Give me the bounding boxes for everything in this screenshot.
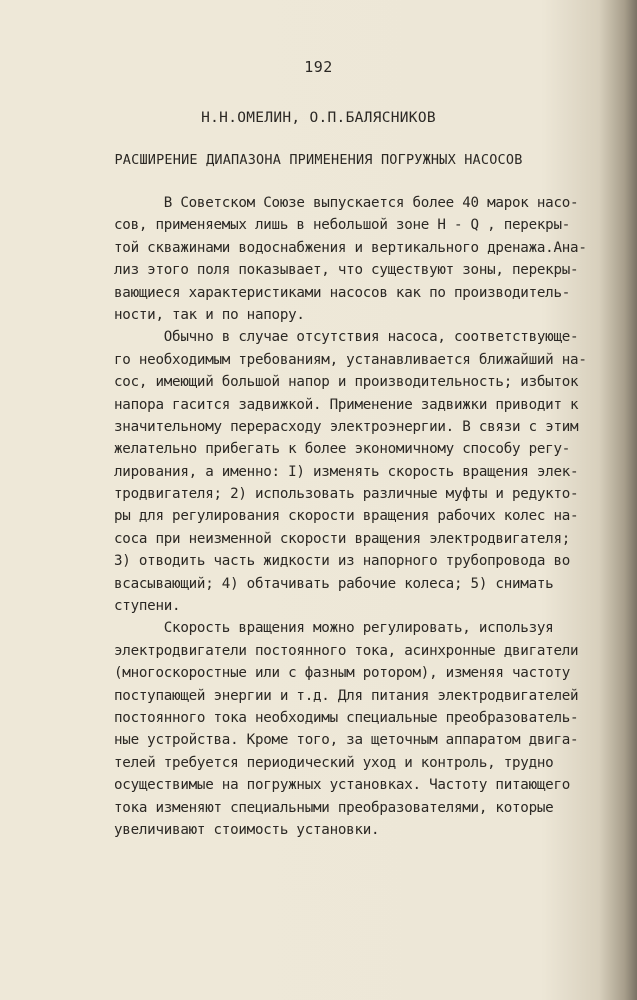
text-line: вающиеся характеристиками насосов как по производитель- [114, 284, 571, 301]
text-line: ности, так и по напору. [114, 306, 305, 323]
authors-line: Н.Н.ОМЕЛИН, О.П.БАЛЯСНИКОВ [201, 110, 436, 126]
text-line: той скважинами водоснабжения и вертикального дренажа.Ана- [114, 239, 587, 256]
text-line: тока изменяют специальными преобразователями, которые [114, 799, 554, 816]
text-line: электродвигатели постоянного тока, асинхронные двигатели [114, 642, 579, 659]
article-title: РАСШИРЕНИЕ ДИАПАЗОНА ПРИМЕНЕНИЯ ПОГРУЖНЫХ НАСОСОВ [114, 152, 523, 168]
text-line: (многоскоростные или с фазным ротором), изменяя частоту [114, 665, 571, 682]
text-line: лиз этого поля показывает, что существуют зоны, перекры- [114, 262, 579, 279]
text-line: ступени. [114, 598, 181, 615]
text-line: го необходимым требованиям, устанавливается ближайший на- [114, 351, 587, 368]
text-line: осуществимые на погружных установках. Частоту питающего [114, 777, 571, 794]
text-line: В Советском Союзе выпускается более 40 марок насо- [114, 195, 579, 211]
text-line: 3) отводить часть жидкости из напорного трубопровода во [114, 553, 571, 570]
text-line: Обычно в случае отсутствия насоса, соответствующе- [114, 329, 579, 346]
text-line: сов, применяемых лишь в небольшой зоне H - Q , перекры- [114, 217, 571, 234]
page-number: 192 [304, 58, 333, 76]
text-line: тродвигателя; 2) использовать различные муфты и редукто- [114, 486, 579, 503]
text-line: сос, имеющий большой напор и производительность; избыток [114, 374, 579, 391]
text-line: увеличивают стоимость установки. [114, 821, 380, 838]
text-line: телей требуется периодический уход и контроль, трудно [114, 754, 554, 771]
text-line: ры для регулирования скорости вращения рабочих колес на- [114, 508, 579, 525]
text-line: постоянного тока необходимы специальные преобразователь- [114, 709, 579, 726]
body-text [114, 192, 624, 841]
text-line: Скорость вращения можно регулировать, используя [114, 620, 554, 637]
text-line: поступающей энергии и т.д. Для питания электродвигателей [114, 687, 579, 704]
text-line: напора гасится задвижкой. Применение задвижки приводит к [114, 396, 579, 413]
text-line: всасывающий; 4) обтачивать рабочие колеса; 5) снимать [114, 575, 554, 592]
text-line: желательно прибегать к более экономичному способу регу- [114, 441, 571, 458]
text-line: значительному перерасходу электроэнергии. В связи с этим [114, 418, 579, 435]
text-line: лирования, а именно: I) изменять скорость вращения элек- [114, 463, 579, 480]
text-line: ные устройства. Кроме того, за щеточным аппаратом двига- [114, 732, 579, 749]
text-line: соса при неизменной скорости вращения электродвигателя; [114, 530, 571, 547]
